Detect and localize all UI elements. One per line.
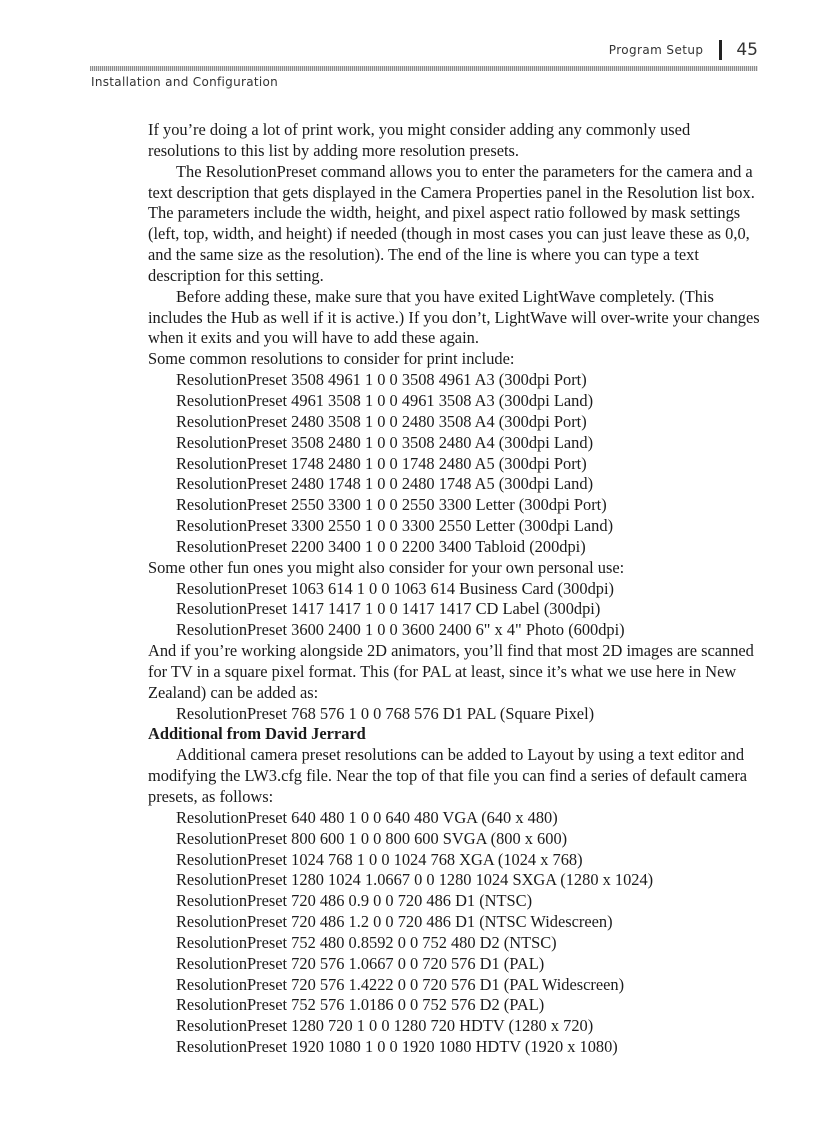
fun-presets-intro: Some other fun ones you might also consider for your own personal use: — [148, 557, 625, 577]
chapter-title: Installation and Configuration — [91, 75, 279, 89]
code-line: ResolutionPreset 1024 768 1 0 0 1024 768 XGA (1024 x 768) — [176, 849, 583, 869]
code-line: ResolutionPreset 1280 1024 1.0667 0 0 1280 1024 SXGA (1280 x 1024) — [176, 870, 654, 890]
paragraph: The ResolutionPreset command allows you to enter the parameters for the camera and a text description that gets displayed in the Camera Properties panel in the Resolution list box. The parameters include the width, height, and pixel aspect ratio followed by mask settings (left, top, width, and height) if needed (though in most cases you can just leave these as 0,0, and the same size as the resolution). The end of the line is where you can type a text description for this setting. — [148, 161, 755, 285]
code-line: ResolutionPreset 2550 3300 1 0 0 2550 3300 Letter (300dpi Port) — [176, 495, 607, 515]
body-text — [148, 120, 763, 1058]
code-line: ResolutionPreset 752 576 1.0186 0 0 752 576 D2 (PAL) — [176, 995, 545, 1015]
header-rule — [90, 66, 758, 71]
code-line: ResolutionPreset 2480 3508 1 0 0 2480 3508 A4 (300dpi Port) — [176, 411, 587, 431]
code-line: ResolutionPreset 2480 1748 1 0 0 2480 1748 A5 (300dpi Land) — [176, 474, 594, 494]
code-line: ResolutionPreset 720 576 1.4222 0 0 720 576 D1 (PAL Widescreen) — [176, 974, 625, 994]
paragraph: If you’re doing a lot of print work, you might consider adding any commonly used resolutions to this list by adding more resolution presets. — [148, 120, 691, 160]
code-line: ResolutionPreset 3508 4961 1 0 0 3508 4961 A3 (300dpi Port) — [176, 370, 587, 390]
section-heading: Additional from David Jerrard — [148, 724, 366, 744]
code-line: ResolutionPreset 720 486 0.9 0 0 720 486 D1 (NTSC) — [176, 891, 533, 911]
code-line: ResolutionPreset 1063 614 1 0 0 1063 614 Business Card (300dpi) — [176, 578, 614, 598]
paragraph: Before adding these, make sure that you have exited LightWave completely. (This includes the Hub as well if it is active.) If you don’t, LightWave will over-write your changes when it exits and you will have to add these again. — [148, 286, 760, 348]
code-line: ResolutionPreset 4961 3508 1 0 0 4961 3508 A3 (300dpi Land) — [176, 390, 594, 410]
code-line: ResolutionPreset 1920 1080 1 0 0 1920 1080 HDTV (1920 x 1080) — [176, 1037, 618, 1057]
header-right-group — [609, 40, 758, 60]
code-line: ResolutionPreset 720 486 1.2 0 0 720 486 D1 (NTSC Widescreen) — [176, 912, 613, 932]
section-title: Program Setup — [608, 43, 704, 57]
code-line: ResolutionPreset 3508 2480 1 0 0 3508 2480 A4 (300dpi Land) — [176, 432, 594, 452]
paragraph: Additional camera preset resolutions can be added to Layout by using a text editor and modifying the LW3.cfg file. Near the top of that file you can find a series of default camera presets, as follows: — [148, 745, 748, 806]
paragraph: And if you’re working alongside 2D animators, you’ll find that most 2D images are scanned for TV in a square pixel format. This (for PAL at least, since it’s what we use here in New Zealand) can be added as: — [148, 641, 754, 702]
running-header — [0, 0, 816, 100]
code-line: ResolutionPreset 2200 3400 1 0 0 2200 3400 Tabloid (200dpi) — [176, 536, 586, 556]
page-number: 45 — [736, 40, 758, 60]
code-line: ResolutionPreset 3600 2400 1 0 0 3600 2400 6" x 4" Photo (600dpi) — [176, 620, 625, 640]
code-line: ResolutionPreset 800 600 1 0 0 800 600 SVGA (800 x 600) — [176, 828, 568, 848]
code-line: ResolutionPreset 752 480 0.8592 0 0 752 480 D2 (NTSC) — [176, 932, 557, 952]
code-line: ResolutionPreset 720 576 1.0667 0 0 720 576 D1 (PAL) — [176, 953, 545, 973]
code-line: ResolutionPreset 1280 720 1 0 0 1280 720 HDTV (1280 x 720) — [176, 1016, 594, 1036]
code-line: ResolutionPreset 3300 2550 1 0 0 3300 2550 Letter (300dpi Land) — [176, 516, 614, 536]
code-line: ResolutionPreset 768 576 1 0 0 768 576 D1 PAL (Square Pixel) — [176, 703, 595, 723]
print-presets-intro: Some common resolutions to consider for print include: — [148, 349, 515, 369]
code-line: ResolutionPreset 640 480 1 0 0 640 480 VGA (640 x 480) — [176, 807, 558, 827]
header-divider-bar — [719, 40, 722, 60]
code-line: ResolutionPreset 1417 1417 1 0 0 1417 1417 CD Label (300dpi) — [176, 599, 601, 619]
code-line: ResolutionPreset 1748 2480 1 0 0 1748 2480 A5 (300dpi Port) — [176, 453, 587, 473]
